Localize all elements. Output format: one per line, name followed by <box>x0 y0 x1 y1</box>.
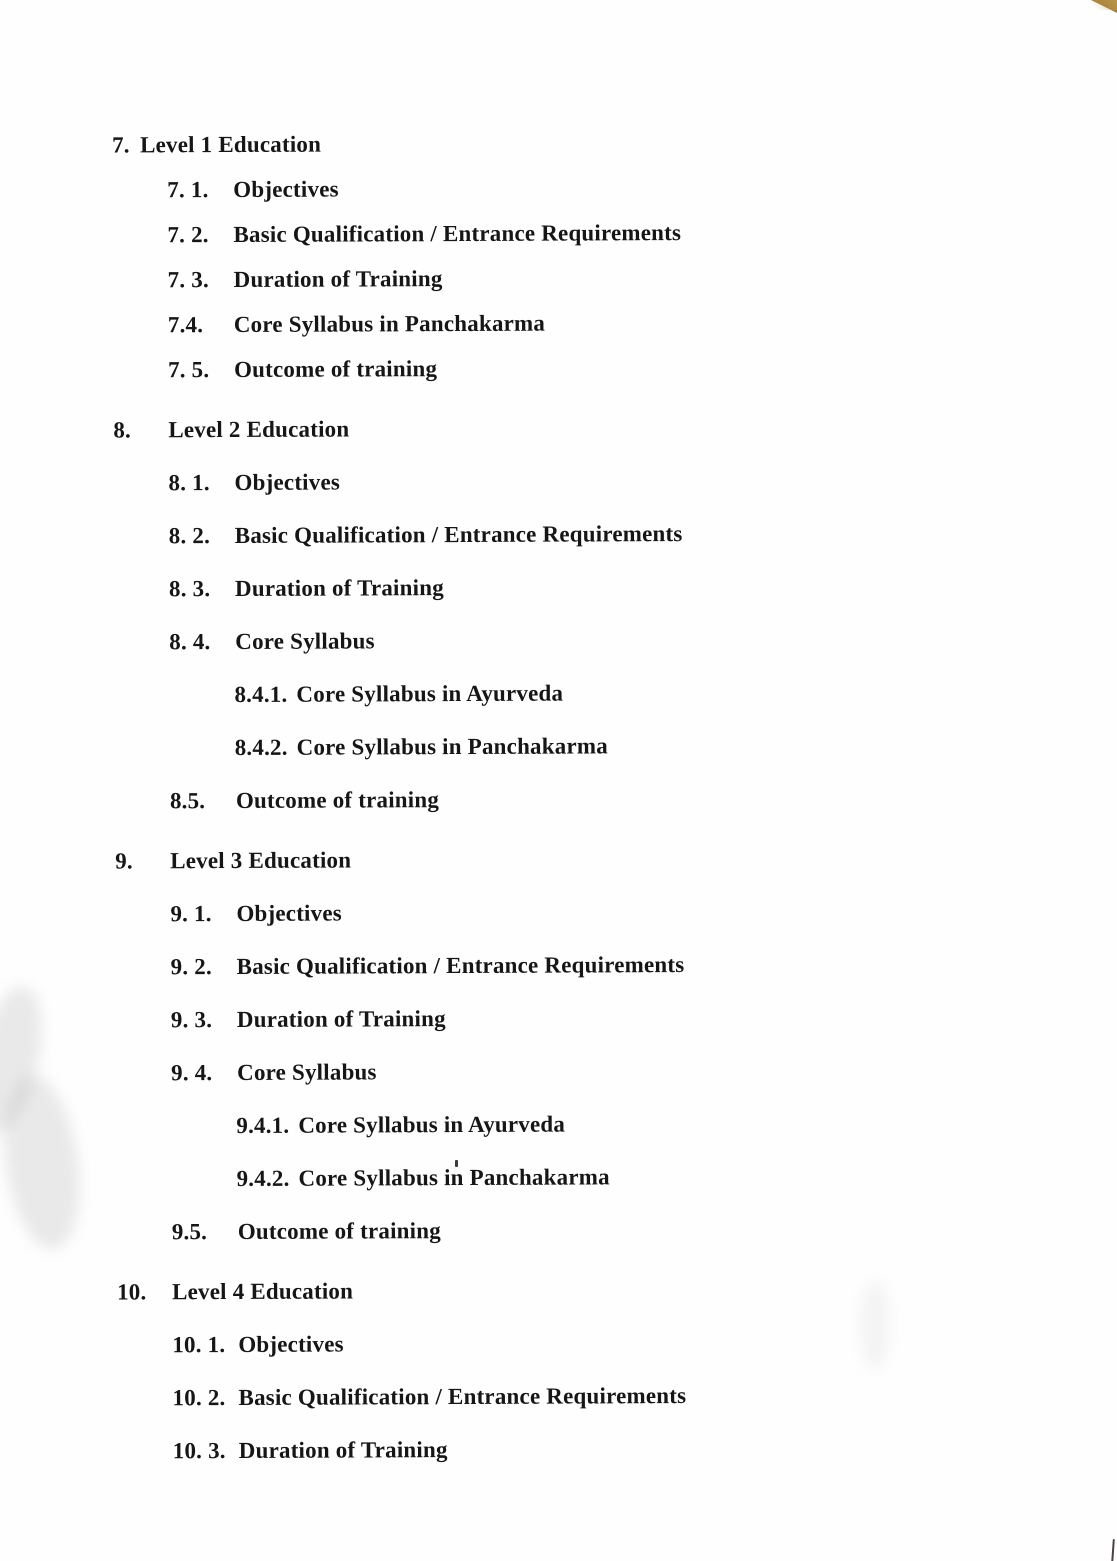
toc-entry-number: 10. 1. <box>172 1332 226 1358</box>
toc-section-heading <box>112 128 1080 158</box>
toc-section <box>3 844 1085 1246</box>
toc-section <box>0 128 1081 384</box>
toc-section-heading <box>115 844 1083 874</box>
toc-entry-number: 8. 2. <box>168 523 211 549</box>
toc-entry <box>170 897 1083 927</box>
toc-entry-label: Core Syllabus in Panchakarma <box>298 1164 610 1191</box>
toc-entry <box>171 1056 1084 1086</box>
toc-entry-number: 7.4. <box>167 312 204 338</box>
toc-entry-number: 9.5. <box>171 1219 208 1245</box>
toc-entry <box>168 466 1081 496</box>
toc-entry <box>234 678 1082 708</box>
toc-entry <box>168 263 1081 293</box>
toc-entry <box>173 1434 1086 1464</box>
toc-entry <box>169 625 1082 655</box>
toc-section-number: 9. <box>115 848 133 874</box>
toc-entry <box>168 353 1081 383</box>
toc-entry-label: Outcome of training <box>237 1218 441 1244</box>
toc-entry-label: Outcome of training <box>235 787 440 813</box>
toc-entry-label: Objectives <box>236 900 342 926</box>
toc-entry-label: Basic Qualification / Entrance Requirements <box>233 220 682 247</box>
toc-entry <box>171 1003 1084 1033</box>
toc-entry-number: 9. 2. <box>170 954 212 980</box>
toc-entry-label: Core Syllabus in Ayurveda <box>296 680 564 707</box>
toc-entry <box>169 519 1082 549</box>
toc-entry-number: 8. 3. <box>168 576 211 602</box>
toc-entry <box>167 173 1080 203</box>
toc-section-title: Level 1 Education <box>139 131 322 158</box>
toc-entry-label: Core Syllabus in Ayurveda <box>298 1111 566 1138</box>
toc-entry-label: Outcome of training <box>233 356 438 382</box>
toc-entry-number: 9. 4. <box>171 1060 213 1086</box>
toc-section-number: 7. <box>111 132 130 158</box>
toc-section-heading <box>117 1275 1085 1305</box>
toc-entry-number: 7. 1. <box>167 177 209 203</box>
toc-entry-label: Basic Qualification / Entrance Requirements <box>238 1383 687 1410</box>
toc-section-title: Level 3 Education <box>170 847 352 874</box>
toc-entry-label: Objectives <box>238 1331 344 1357</box>
toc-entry <box>172 1381 1085 1411</box>
toc-entry <box>171 950 1084 980</box>
toc-entry <box>237 1162 1085 1192</box>
toc-entry-number: 8. 1. <box>168 470 210 496</box>
table-of-contents <box>0 128 1086 1465</box>
toc-entry-label: Duration of Training <box>233 266 443 292</box>
toc-entry <box>168 308 1081 338</box>
page-edge-line <box>1111 1539 1115 1561</box>
toc-entry-number: 10. 2. <box>172 1385 226 1411</box>
toc-entry-number: 9. 3. <box>170 1007 213 1033</box>
toc-entry-label: Core Syllabus <box>237 1059 377 1085</box>
toc-entry-label: Core Syllabus in Panchakarma <box>233 310 546 337</box>
toc-entry-label: Duration of Training <box>236 1006 446 1032</box>
toc-section-title: Level 2 Education <box>168 416 350 443</box>
toc-entry-number: 8.5. <box>169 788 206 814</box>
toc-entry-label: Duration of Training <box>238 1437 448 1463</box>
corner-fold-shadow <box>1083 0 1117 10</box>
toc-entry-number: 9. 1. <box>170 901 212 927</box>
toc-section <box>1 413 1083 815</box>
toc-entry <box>167 218 1080 248</box>
toc-entry <box>235 731 1083 761</box>
toc-section-heading <box>113 413 1081 443</box>
toc-section-number: 10. <box>117 1279 147 1305</box>
toc-entry-number: 9.4.2. <box>236 1165 290 1191</box>
toc-entry-label: Objectives <box>233 176 339 202</box>
toc-entry-number: 7. 5. <box>167 357 210 383</box>
toc-entry-number: 7. 3. <box>167 267 209 293</box>
toc-section-title: Level 4 Education <box>172 1278 354 1305</box>
toc-section-number: 8. <box>113 417 132 443</box>
toc-entry-label: Basic Qualification / Entrance Requirements <box>236 952 685 979</box>
toc-entry-label: Basic Qualification / Entrance Requirements <box>234 521 683 548</box>
toc-entry-number: 8. 4. <box>169 629 211 655</box>
toc-entry <box>236 1109 1084 1139</box>
toc-entry-number: 10. 3. <box>172 1438 226 1464</box>
toc-entry <box>169 572 1082 602</box>
toc-entry <box>170 784 1083 814</box>
toc-entry-number: 8.4.1. <box>234 681 288 707</box>
toc-entry <box>172 1215 1085 1245</box>
toc-entry-label: Duration of Training <box>234 575 444 601</box>
toc-entry-number: 9.4.1. <box>236 1112 290 1138</box>
toc-entry-number: 8.4.2. <box>234 734 288 760</box>
toc-entry-label: Core Syllabus in Panchakarma <box>296 733 608 760</box>
toc-entry-label: Core Syllabus <box>235 628 375 654</box>
toc-entry-number: 7. 2. <box>167 222 209 248</box>
toc-section <box>5 1275 1086 1465</box>
toc-entry <box>172 1328 1085 1358</box>
toc-entry-label: Objectives <box>234 469 341 495</box>
